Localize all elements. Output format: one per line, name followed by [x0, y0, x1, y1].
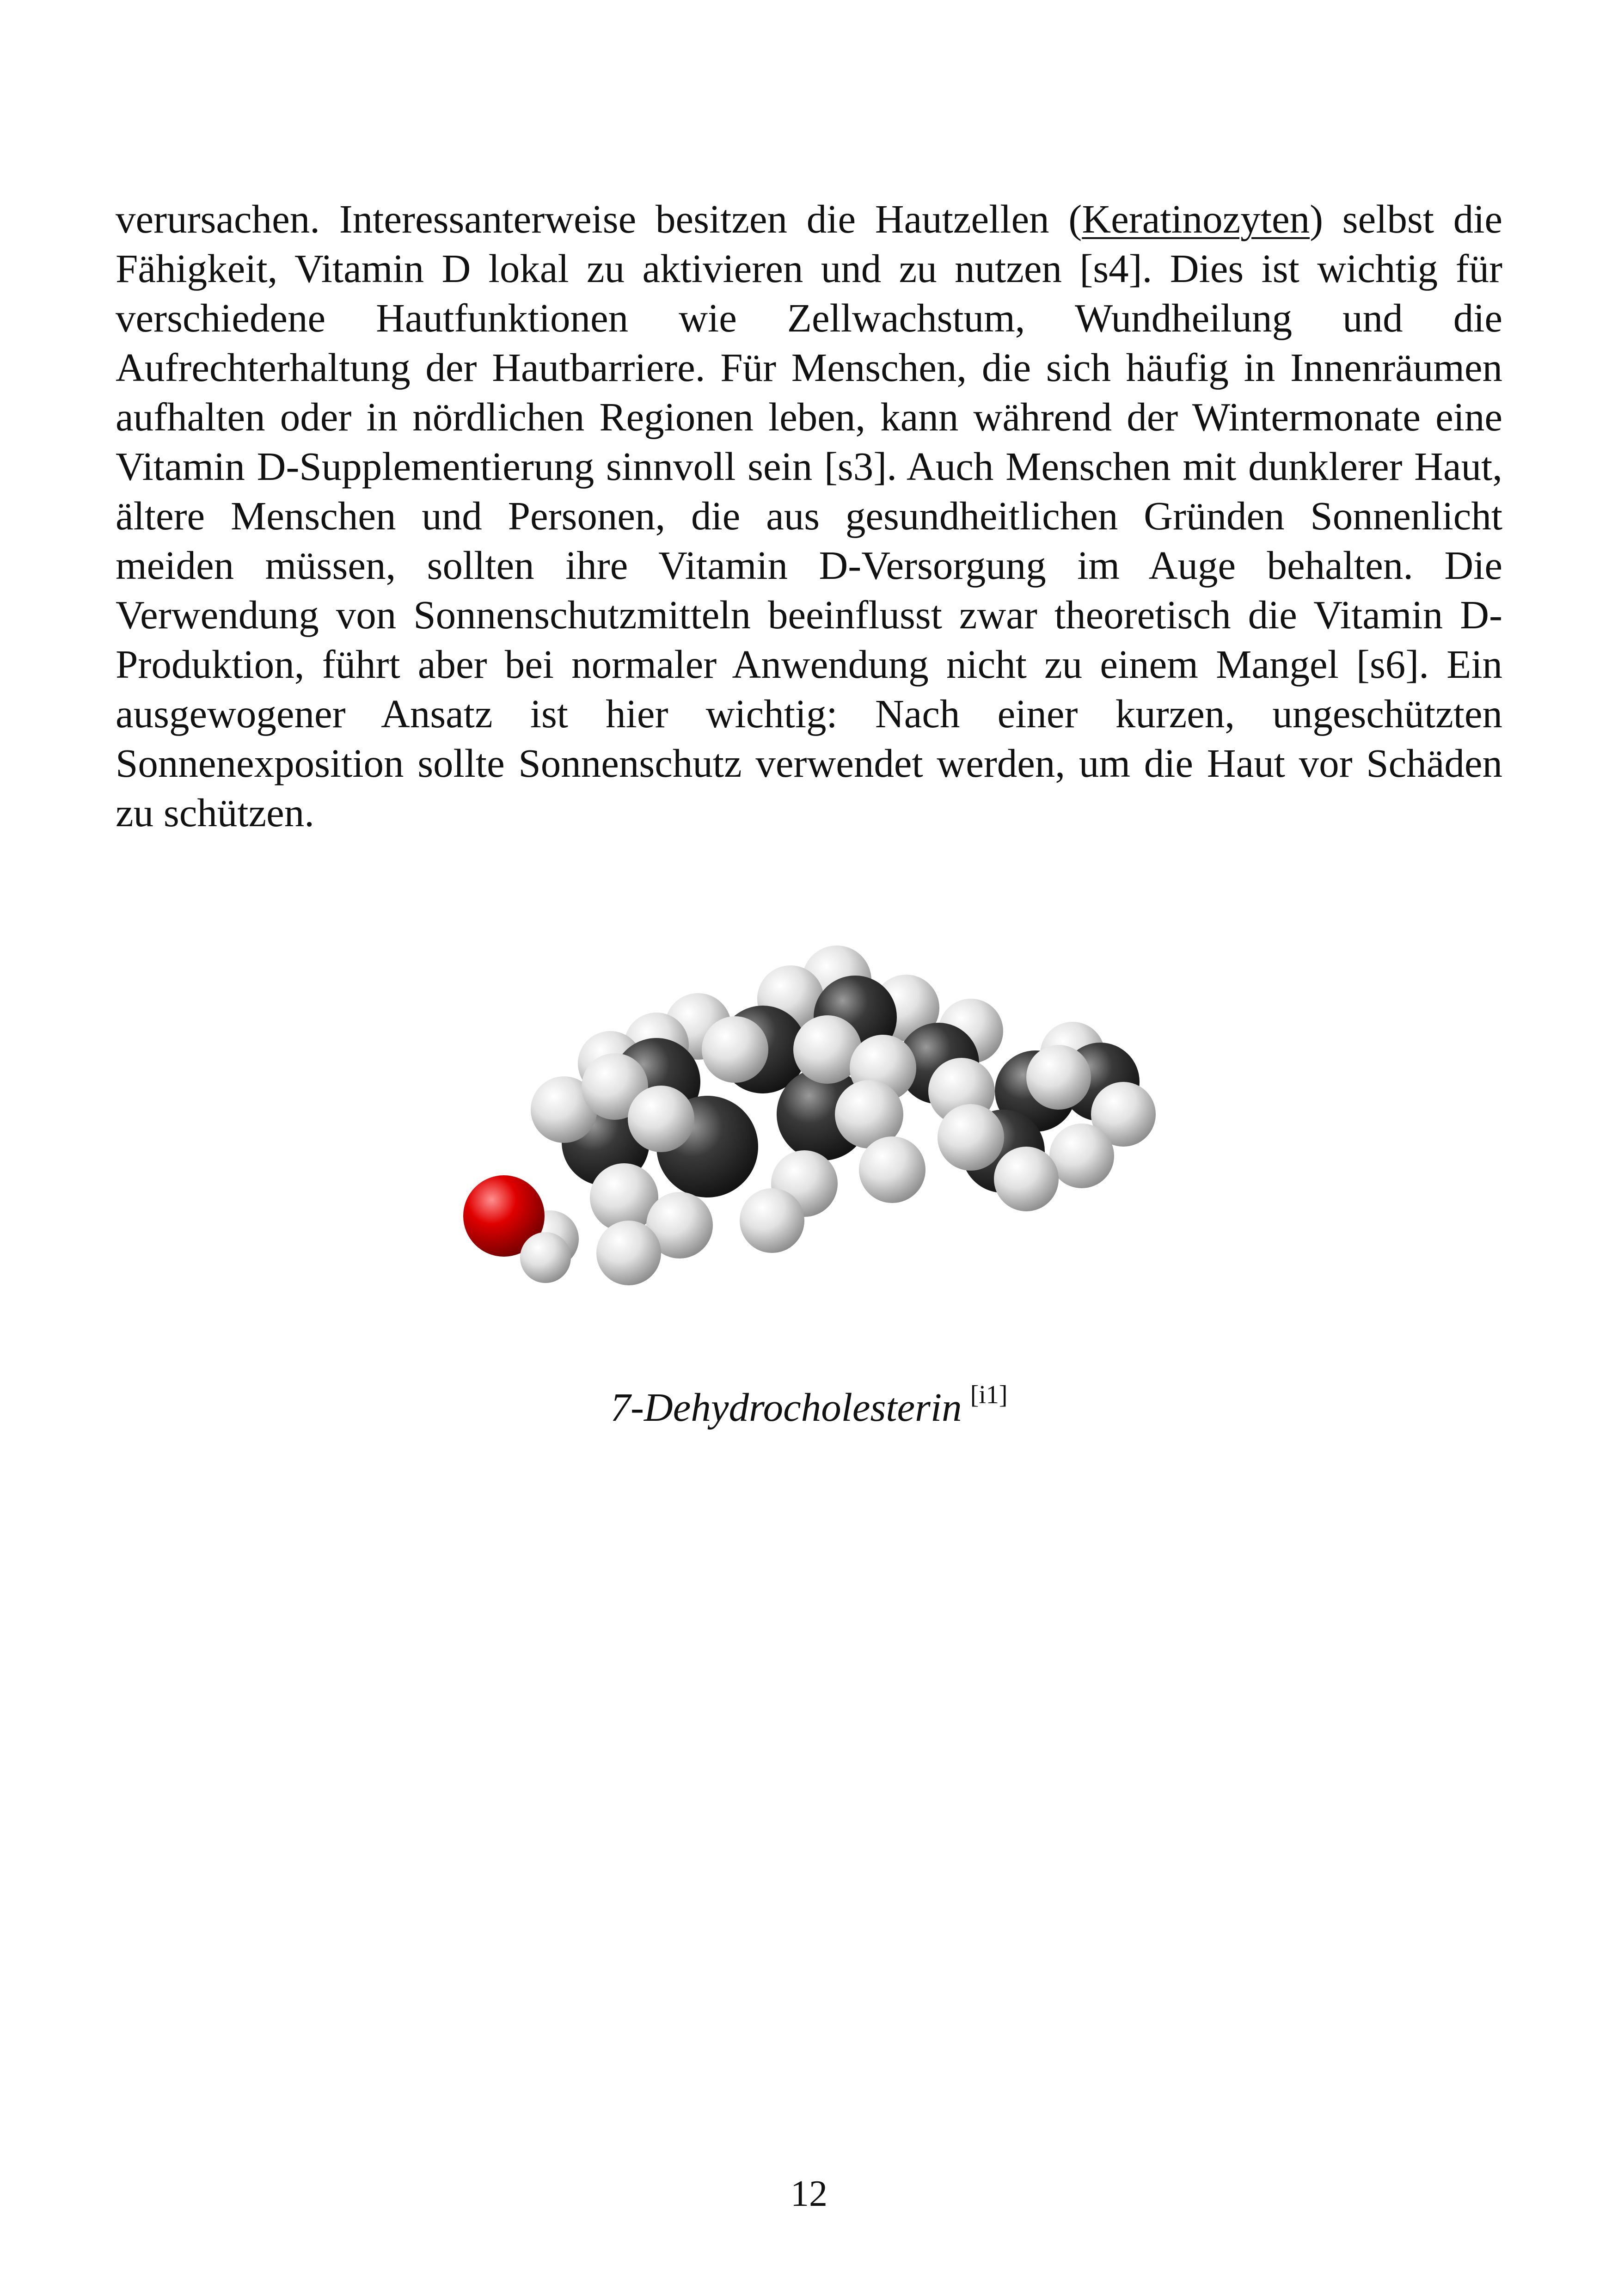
page-number: 12: [791, 2173, 827, 2214]
figure-caption: [0, 1382, 1618, 1432]
caption-text: 7-Dehydrocholesterin: [610, 1385, 962, 1430]
keratinozyten-link[interactable]: Keratinozyten: [1082, 196, 1310, 241]
body-paragraph: [116, 194, 1502, 837]
molecule-model-image: [439, 939, 1179, 1364]
molecule-figure: [439, 939, 1179, 1364]
paragraph-text-rest: ) selbst die Fähigkeit, Vitamin D lokal zu aktivieren und zu nutzen [s4]. Dies ist wichtig für verschiedene Hautfunktionen wie Zellwachstum, Wundheilung und die Aufrechterhaltung der Hautbarriere. Für Menschen, die sich häufig in Innenräumen aufhalten oder in nördlichen Regionen leben, kann während der Wintermonate eine Vitamin D-Supplementierung sinnvoll sein [s3]. Auch Menschen mit dunklerer Haut, ältere Menschen und Personen, die aus gesundheitlichen Gründen Sonnenlicht meiden müssen, sollten ihre Vitamin D-Versorgung im Auge behalten. Die Verwendung von Sonnenschutzmitteln beeinflusst zwar theoretisch die Vitamin D-Produktion, führt aber bei normaler Anwendung nicht zu einem Mangel [s6]. Ein ausgewogener Ansatz ist hier wichtig: Nach einer kurzen, ungeschützten Sonnenexposition sollte Sonnenschutz verwendet werden, um die Haut vor Schäden zu schützen.: [116, 196, 1502, 835]
image-reference: [i1]: [970, 1381, 1008, 1409]
paragraph-text-start: verursachen. Interessanterweise besitzen die Hautzellen (: [116, 196, 1082, 241]
